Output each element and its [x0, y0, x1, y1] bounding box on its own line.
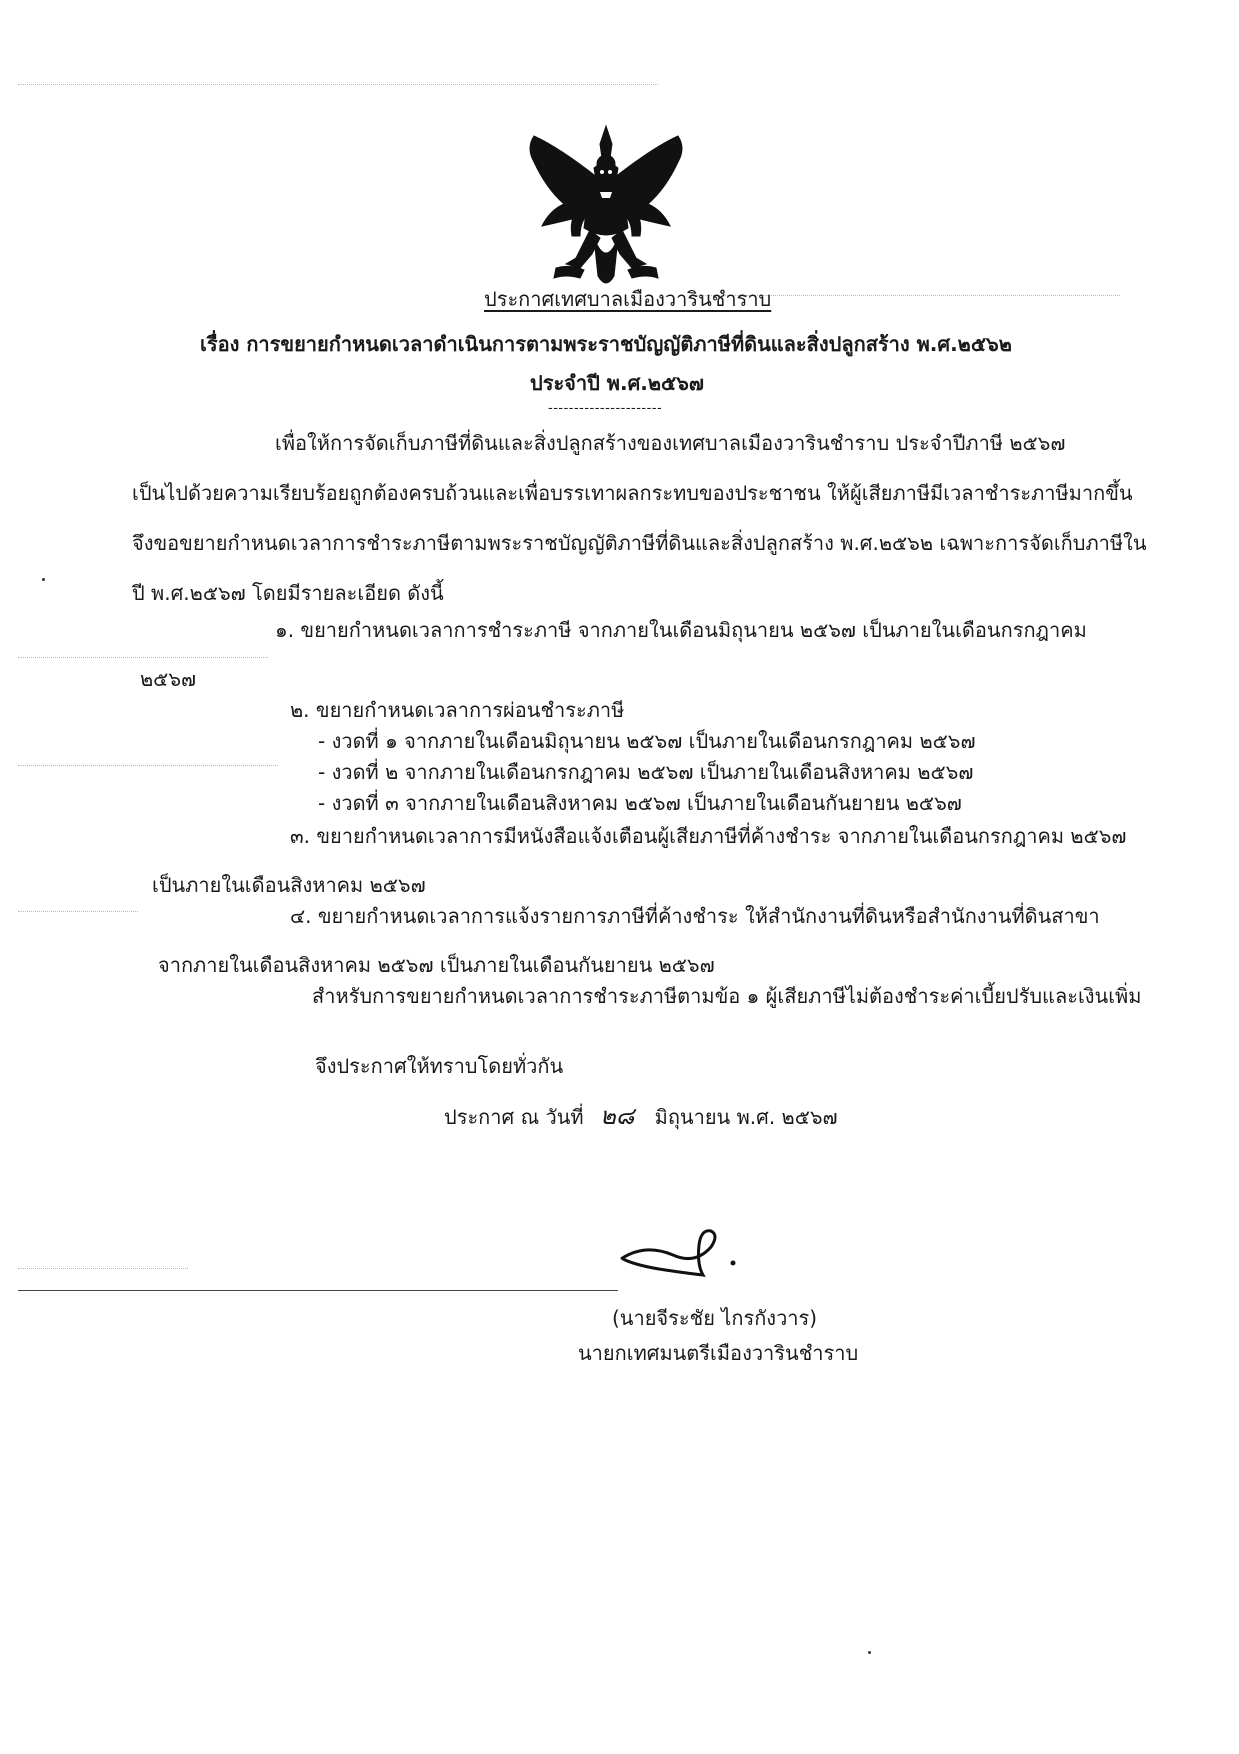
installment-2: - งวดที่ ๒ จากภายในเดือนกรกฎาคม ๒๕๖๗ เป็นภายในเดือนสิงหาคม ๒๕๖๗ — [318, 760, 974, 784]
intro-line: เพื่อให้การจัดเก็บภาษีที่ดินและสิ่งปลูกสร้างของเทศบาลเมืองวารินชำราบ ประจำปีภาษี ๒๕๖๗ — [275, 431, 1066, 455]
closing-line: จึงประกาศให้ทราบโดยทั่วกัน — [315, 1054, 564, 1078]
installment-1: - งวดที่ ๑ จากภายในเดือนมิถุนายน ๒๕๖๗ เป็นภายในเดือนกรกฎาคม ๒๕๖๗ — [318, 729, 976, 753]
date-prefix: ประกาศ ณ วันที่ — [444, 1105, 584, 1129]
scan-line-top — [18, 84, 658, 85]
signature-rule — [18, 1290, 618, 1291]
separator: ---------------------- — [548, 401, 663, 416]
intro-line: ปี พ.ศ.๒๕๖๗ โดยมีรายละเอียด ดังนี้ — [132, 581, 444, 605]
garuda-emblem-icon — [520, 118, 692, 296]
announcement-date — [444, 1103, 838, 1130]
scan-dot — [42, 578, 45, 581]
signature-icon — [615, 1225, 775, 1285]
scan-line — [18, 657, 268, 658]
scan-line — [18, 765, 278, 766]
date-day: ๒๘ — [599, 1102, 635, 1130]
item-3-cont: เป็นภายในเดือนสิงหาคม ๒๕๖๗ — [152, 873, 426, 897]
scan-line — [18, 911, 138, 912]
subject-line: เรื่อง การขยายกำหนดเวลาดำเนินการตามพระราชบัญญัติภาษีที่ดินและสิ่งปลูกสร้าง พ.ศ.๒๕๖๒ — [200, 332, 1012, 356]
intro-line: จึงขอขยายกำหนดเวลาการชำระภาษีตามพระราชบัญญัติภาษีที่ดินและสิ่งปลูกสร้าง พ.ศ.๒๕๖๒ เฉพาะการจัดเก็บภาษีใน — [132, 531, 1147, 555]
date-month-year: มิถุนายน พ.ศ. ๒๕๖๗ — [654, 1105, 838, 1129]
scan-line — [18, 1268, 188, 1269]
item-4: ๔. ขยายกำหนดเวลาการแจ้งรายการภาษีที่ค้างชำระ ให้สำนักงานที่ดินหรือสำนักงานที่ดินสาขา — [290, 904, 1100, 928]
penalty-note: สำหรับการขยายกำหนดเวลาการชำระภาษีตามข้อ ๑ ผู้เสียภาษีไม่ต้องชำระค่าเบี้ยปรับและเงินเพิ่ม — [312, 984, 1142, 1008]
scan-dot — [868, 1651, 871, 1654]
signer-title: นายกเทศมนตรีเมืองวารินชำราบ — [578, 1341, 859, 1365]
signer-name: (นายจีระชัย ไกรกังวาร) — [612, 1306, 818, 1330]
item-4-cont: จากภายในเดือนสิงหาคม ๒๕๖๗ เป็นภายในเดือนกันยายน ๒๕๖๗ — [158, 953, 715, 977]
item-1: ๑. ขยายกำหนดเวลาการชำระภาษี จากภายในเดือนมิถุนายน ๒๕๖๗ เป็นภายในเดือนกรกฎาคม — [275, 618, 1087, 642]
item-2: ๒. ขยายกำหนดเวลาการผ่อนชำระภาษี — [290, 698, 625, 722]
year-line: ประจำปี พ.ศ.๒๕๖๗ — [530, 371, 704, 395]
item-1-cont: ๒๕๖๗ — [140, 667, 197, 691]
item-3: ๓. ขยายกำหนดเวลาการมีหนังสือแจ้งเตือนผู้เสียภาษีที่ค้างชำระ จากภายในเดือนกรกฎาคม ๒๕๖๗ — [290, 824, 1127, 848]
installment-3: - งวดที่ ๓ จากภายในเดือนสิงหาคม ๒๕๖๗ เป็นภายในเดือนกันยายน ๒๕๖๗ — [318, 791, 962, 815]
intro-line: เป็นไปด้วยความเรียบร้อยถูกต้องครบถ้วนและเพื่อบรรเทาผลกระทบของประชาชน ให้ผู้เสียภาษีมีเวลาชำระภาษีมากขึ้น — [132, 481, 1133, 505]
issuer-title: ประกาศเทศบาลเมืองวารินชำราบ — [484, 287, 772, 311]
